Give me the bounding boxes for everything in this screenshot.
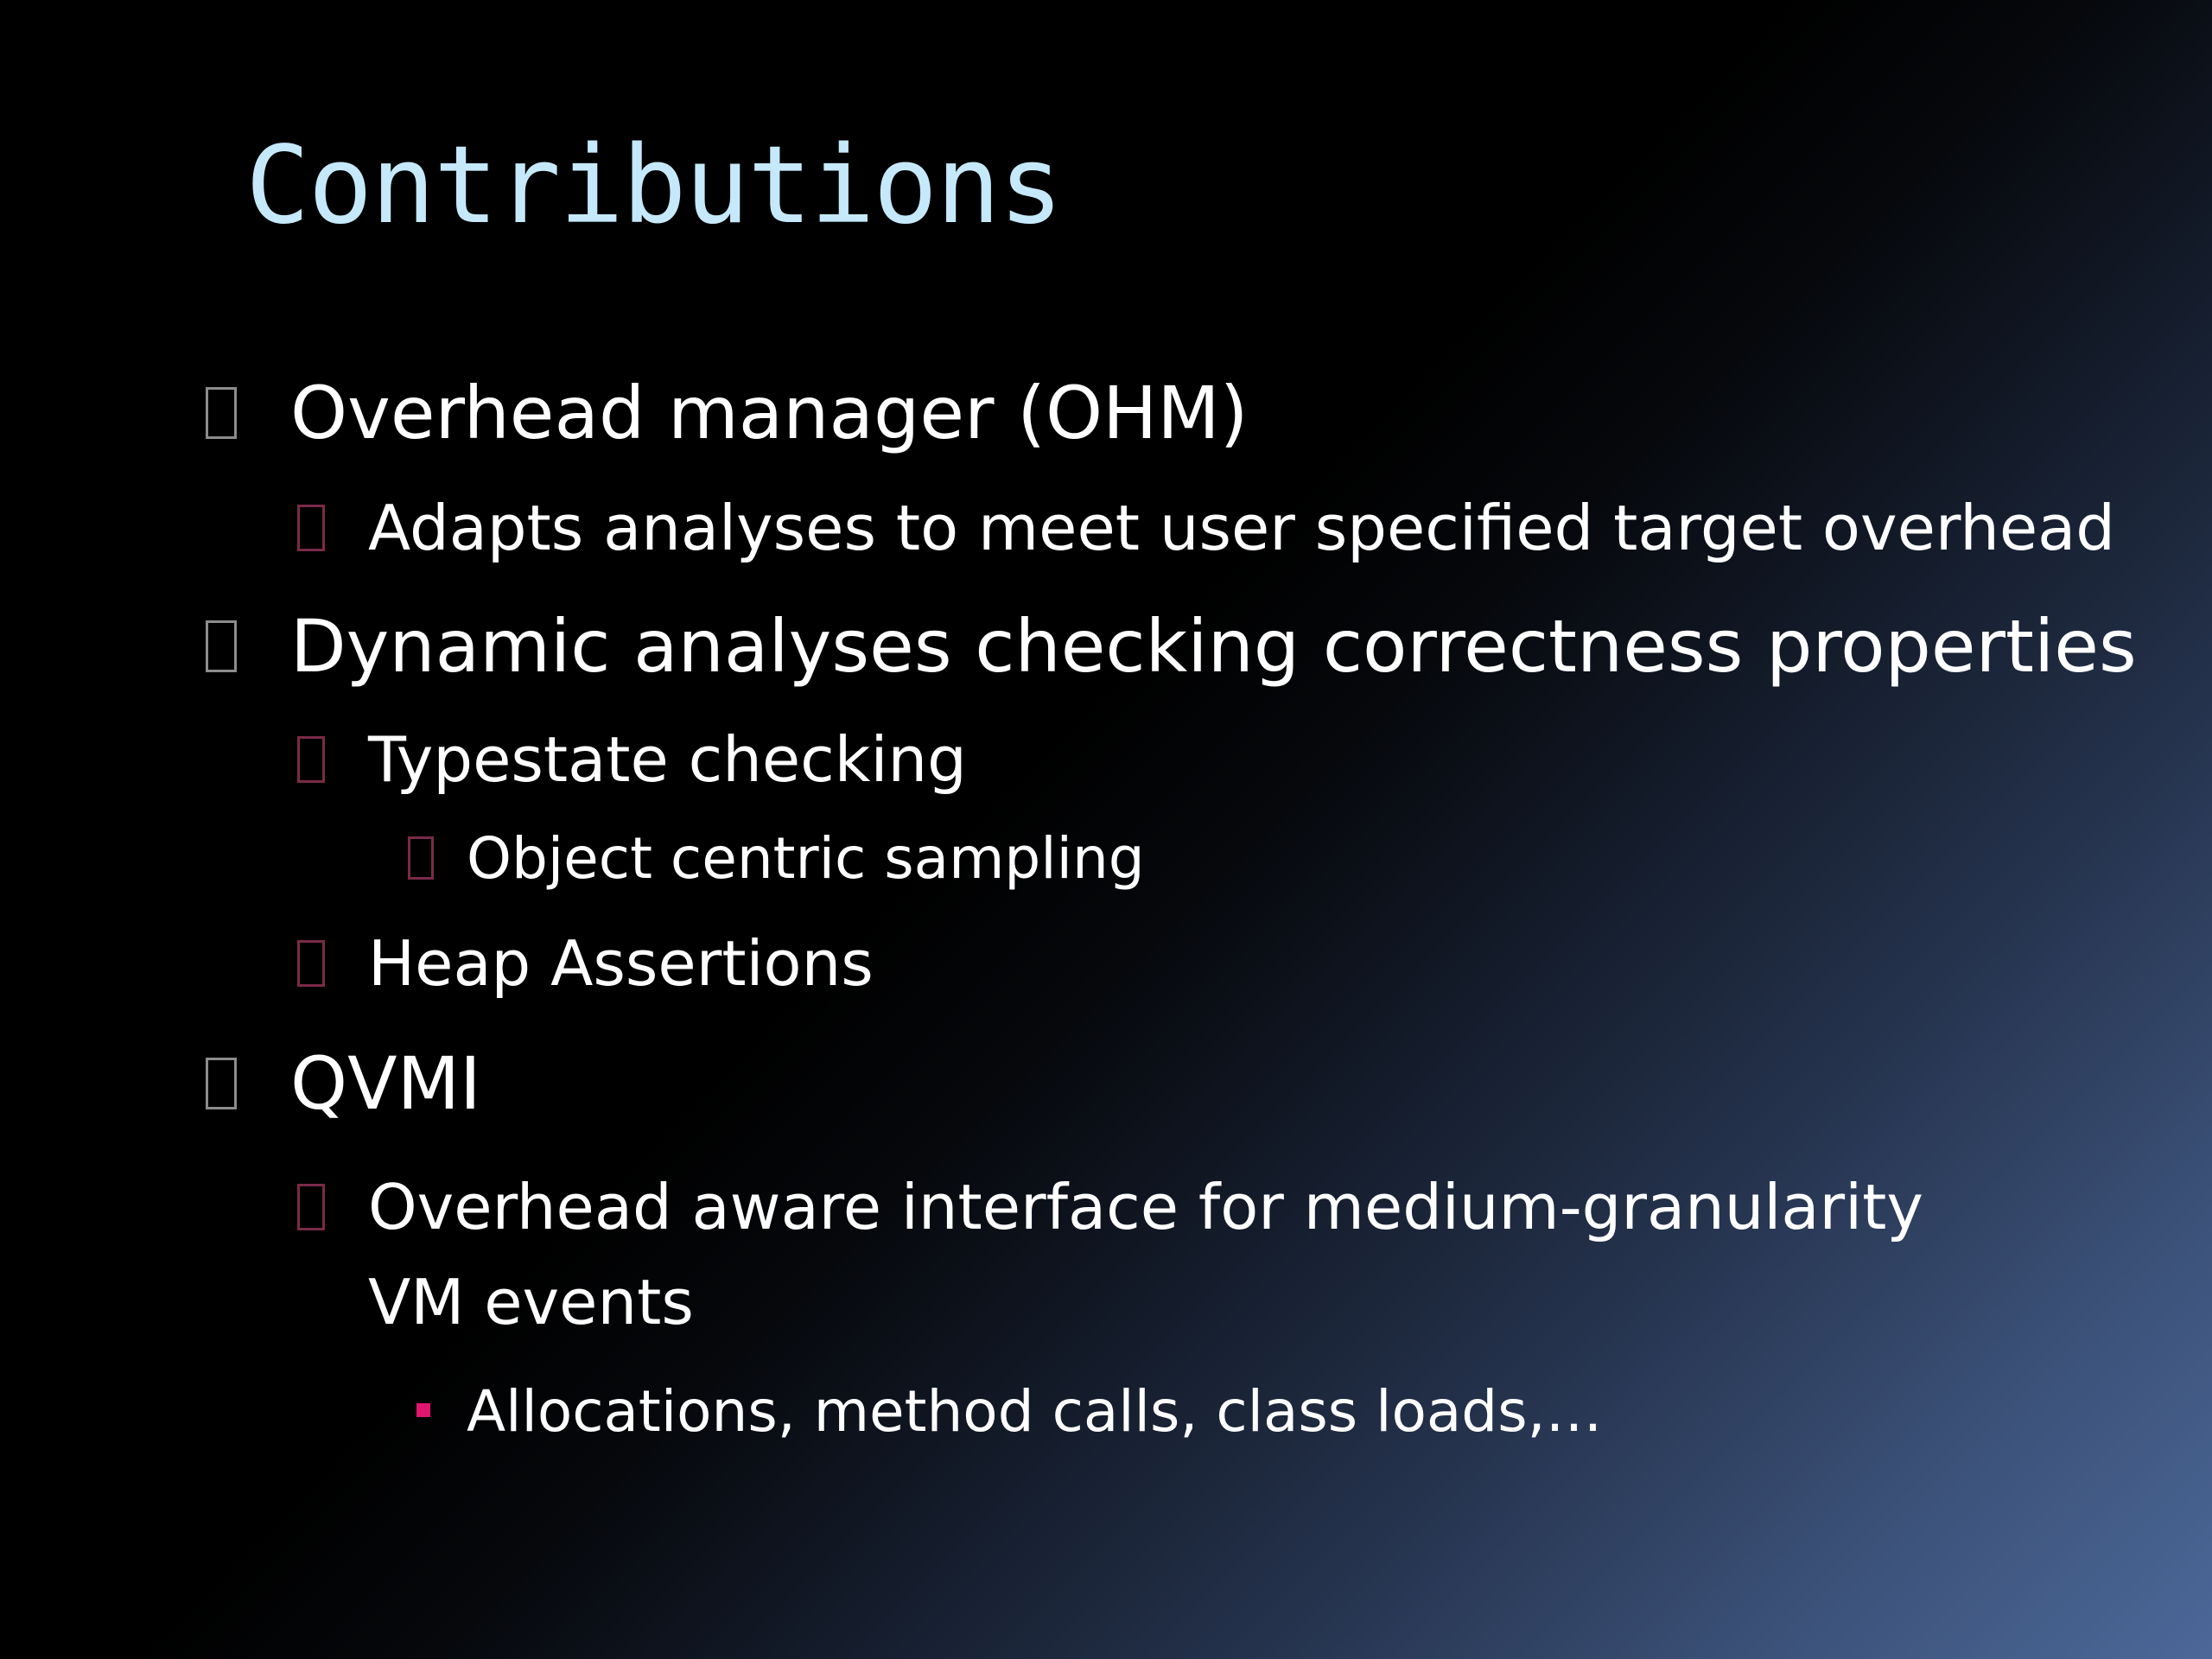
slide-title: Contributions xyxy=(245,124,1062,248)
bullet-ohm-adapts: Adapts analyses to meet user specified target overhead xyxy=(368,492,2115,564)
bullet-object-centric: Object centric sampling xyxy=(467,825,1145,892)
bullet-box-icon xyxy=(297,940,325,987)
bullet-qvmi-interface-line1: Overhead aware interface for medium-granularity xyxy=(368,1171,1923,1243)
bullet-ohm: Overhead manager (OHM) xyxy=(290,371,1249,455)
bullet-box-icon xyxy=(206,387,237,439)
bullet-box-icon xyxy=(297,736,325,783)
bullet-dynamic-analyses: Dynamic analyses checking correctness properties xyxy=(290,604,2137,689)
bullet-qvmi-interface-line2: VM events xyxy=(368,1266,694,1338)
bullet-box-icon xyxy=(206,1058,237,1109)
bullet-qvmi-events: Allocations, method calls, class loads,… xyxy=(467,1378,1603,1445)
bullet-qvmi: QVMI xyxy=(290,1041,481,1126)
bullet-box-icon xyxy=(206,620,237,672)
bullet-typestate: Typestate checking xyxy=(368,723,967,796)
bullet-box-icon xyxy=(408,836,434,880)
bullet-box-icon xyxy=(297,1184,325,1230)
bullet-box-icon xyxy=(297,505,325,551)
bullet-heap-assertions: Heap Assertions xyxy=(368,927,874,1000)
square-bullet-icon xyxy=(416,1403,430,1417)
